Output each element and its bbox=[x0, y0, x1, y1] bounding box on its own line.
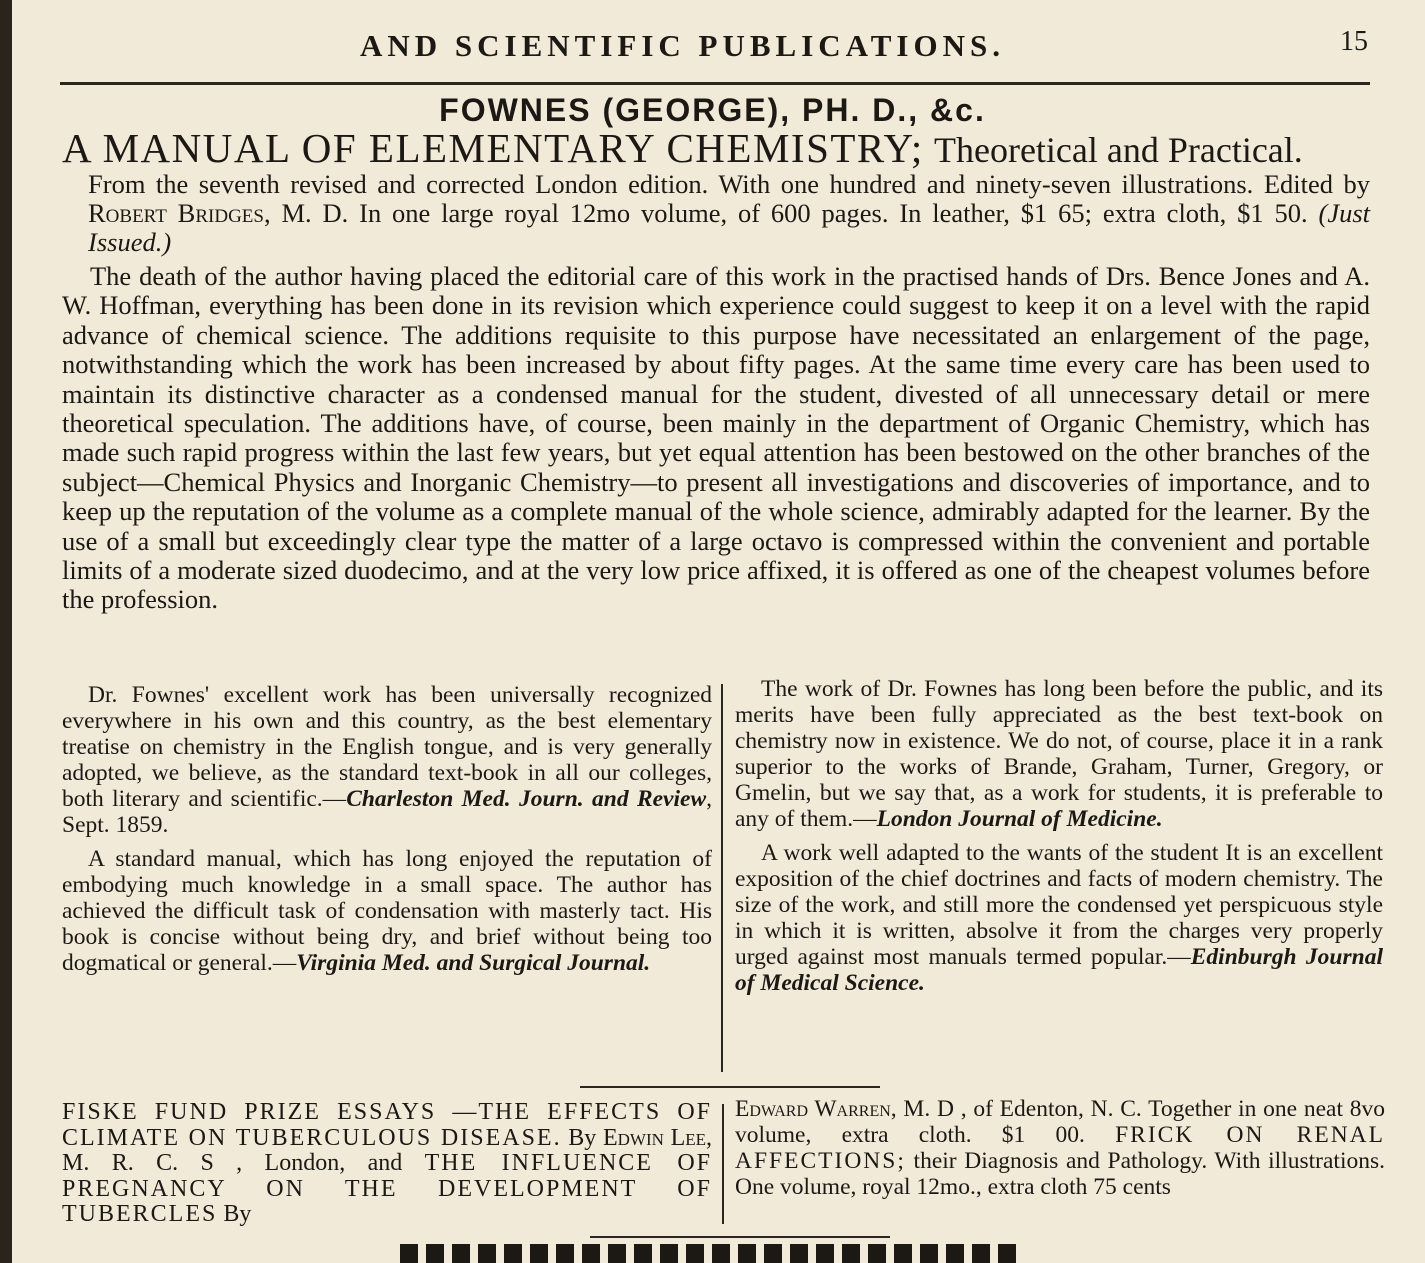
reviews-right-column bbox=[735, 676, 1383, 1004]
review-quote bbox=[735, 840, 1383, 996]
running-header bbox=[60, 22, 1370, 72]
running-title: AND SCIENTIFIC PUBLICATIONS. bbox=[360, 28, 1005, 63]
edition-text-b: , M. D. In one large royal 12mo volume, of 600 pages. In leather, $1 65; extra cloth, $1 50. bbox=[263, 198, 1308, 228]
review-text: A work well adapted to the wants of the student It is an excellent exposition of the chief doctrines and facts of modern chemistry. The size of the work, and still more the condensed yet perspicuous style in which it is written, absolve it from the charges very properly urged against most manuals termed popular.— bbox=[735, 840, 1383, 970]
entry-description bbox=[62, 262, 1370, 615]
review-text: A standard manual, which has long enjoyed the reputation of embodying much knowledge in a small space. The author has achieved the difficult task of condensation with masterly tact. His book is concise without being dry, and brief without being too dogmatical or general.— bbox=[62, 846, 712, 976]
description-paragraph: The death of the author having placed the editorial care of this work in the practised hands of Drs. Bence Jones and A. W. Hoffman, everything has been done in its revision which experience could suggest to keep it on a level with the rapid advance of chemical science. The additions requisite to this purpose have necessitated an enlargement of the page, notwithstanding which the work has been increased by about fifty pages. At the same time every care has been used to maintain its distinctive character as a condensed manual for the student, divested of all unnecessary detail or mere theoretical speculation. The additions have, of course, been mainly in the department of Organic Chemistry, which has made such rapid progress within the last few years, but yet equal attention has been bestowed on the other branches of the subject—Chemical Physics and Inorganic Chemistry—to present all investigations and discoveries of importance, and to keep up the reputation of the volume as a complete manual of the whole science, admirably adapted for the learner. By the use of a small but exceedingly clear type the matter of a large octavo is compressed within the convenient and portable limits of a moderate sized duodecimo, and at the very low price affixed, it is offered as one of the cheapest volumes before the profession. bbox=[62, 261, 1370, 615]
just-issued-note: (Just Issued.) bbox=[88, 198, 1371, 257]
review-text: The work of Dr. Fownes has long been before the public, and its merits have been fully appreciated as the best text-book on chemistry now in existence. We do not, of course, place it in a rank superior to the works of Brande, Graham, Turner, Gregory, or Gmelin, but we say that, as a work for students, it is preferable to any of them.— bbox=[735, 676, 1383, 832]
review-tail: , Sept. 1859. bbox=[62, 786, 712, 838]
fiske-tail: By bbox=[217, 1201, 252, 1227]
fiske-heading-2: THE INFLUENCE OF PREGNANCY ON THE DEVELOPMENT OF TUBERCLES bbox=[62, 1150, 713, 1227]
page-edge-shadow bbox=[0, 0, 12, 1263]
review-source: London Journal of Medicine. bbox=[876, 806, 1163, 832]
review-source: Virginia Med. and Surgical Journal. bbox=[296, 950, 651, 976]
review-quote bbox=[62, 682, 712, 838]
header-rule bbox=[60, 82, 1370, 85]
fiske-by: By bbox=[568, 1124, 597, 1151]
edition-text-a: From the seventh revised and corrected London edition. With one hundred and ninety-seven illustrations. Edited by bbox=[88, 169, 1370, 199]
frick-entry bbox=[735, 1096, 1385, 1200]
fiske-heading: FISKE FUND PRIZE ESSAYS —THE EFFECTS OF CLIMATE ON TUBERCULOUS DISEASE. bbox=[62, 1099, 712, 1151]
review-quote bbox=[735, 676, 1383, 832]
book-title-subtitle: Theoretical and Practical. bbox=[933, 130, 1303, 170]
next-entry-heading-cropped bbox=[300, 1238, 1200, 1263]
frick-heading: FRICK ON RENAL AFFECTIONS; bbox=[735, 1122, 1386, 1174]
review-source: Charleston Med. Journ. and Review bbox=[346, 786, 707, 812]
review-text: Dr. Fownes' excellent work has been universally recognized everywhere in his own and this country, as the best elementary treatise on chemistry in the English tongue, and is very generally adopted, we believe, as the standard text-book in all our colleges, both literary and scientific.— bbox=[62, 682, 712, 812]
fiske-author: Edwin Lee bbox=[603, 1124, 707, 1151]
fiske-mid: , M. R. C. S , London, and bbox=[62, 1124, 713, 1176]
book-title bbox=[62, 124, 1372, 172]
section-rule bbox=[580, 1086, 880, 1088]
book-title-main: A MANUAL OF ELEMENTARY CHEMISTRY; bbox=[62, 125, 924, 171]
page-number: 15 bbox=[1340, 26, 1368, 57]
reviews-left-column bbox=[62, 682, 712, 984]
editor-name: Robert Bridges bbox=[88, 198, 264, 228]
cropped-heading-glyphs bbox=[400, 1244, 1020, 1263]
fiske-entry bbox=[62, 1100, 712, 1228]
warren-details: , M. D , of Edenton, N. C. Together in one neat 8vo volume, extra cloth. $1 00. bbox=[735, 1096, 1385, 1148]
edition-details bbox=[88, 170, 1370, 257]
warren-author: Edward Warren bbox=[735, 1096, 891, 1122]
review-source: Edinburgh Journal of Medical Science. bbox=[735, 944, 1383, 996]
frick-details: their Diagnosis and Pathology. With illustrations. One volume, royal 12mo., extra cloth 75 cents bbox=[735, 1148, 1385, 1200]
column-divider bbox=[721, 684, 723, 1072]
review-quote bbox=[62, 846, 712, 976]
column-divider-bottom bbox=[722, 1104, 724, 1224]
entry-author: FOWNES (GEORGE), PH. D., &c. bbox=[439, 92, 986, 128]
